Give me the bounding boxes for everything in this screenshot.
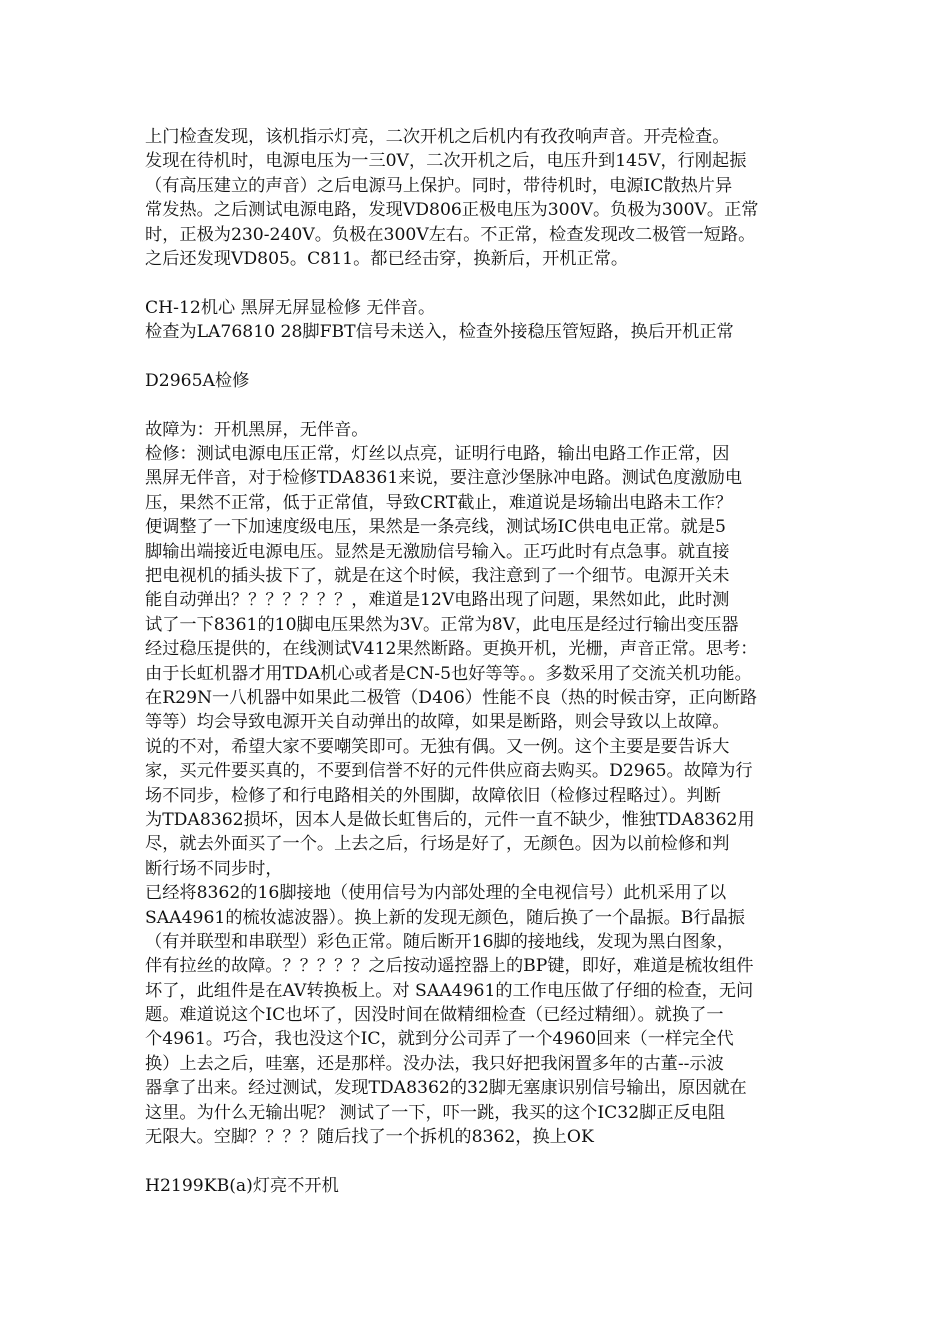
spacer [145, 1149, 835, 1173]
paragraph-line: 题。难道说这个IC也坏了，因没时间在做精细检查（已经过精细）。就换了一 [145, 1005, 724, 1026]
paragraph-line: SAA4961的梳妆滤波器）。换上新的发现无颜色，随后换了一个晶振。B行晶振 [145, 907, 745, 928]
paragraph-line: 黑屏无伴音，对于检修TDA8361来说，要注意沙堡脉冲电路。测试色度激励电 [145, 468, 743, 489]
paragraph-line: 为TDA8362损坏，因本人是做长虹售后的，元件一直不缺少，惟独TDA8362用 [145, 809, 755, 830]
paragraph-line: 已经将8362的16脚接地（使用信号为内部处理的全电视信号）此机采用了以 [145, 883, 727, 904]
paragraph-line: 压，果然不正常，低于正常值，导致CRT截止，难道说是场输出电路未工作？ [145, 492, 733, 513]
section-h2199kb-repair [145, 1174, 835, 1198]
paragraph-line: 能自动弹出？？？？？？？，难道是12V电路出现了问题，果然如此，此时测 [145, 590, 730, 611]
section-standby-power-repair [145, 125, 835, 271]
paragraph-line: 伴有拉丝的故障。？？？？？之后按动遥控器上的BP键，即好，难道是梳妆组件 [145, 956, 754, 977]
paragraph-line: 场不同步，检修了和行电路相关的外围脚，故障依旧（检修过程略过）。判断 [145, 785, 721, 806]
spacer [145, 345, 835, 369]
paragraph-line: 常发热。之后测试电源电路，发现VD806正极电压为300V。负极为300V。正常 [145, 200, 759, 221]
section-heading: CH-12机心 黑屏无屏显检修 无伴音。 [145, 297, 436, 318]
paragraph-line: 脚输出端接近电源电压。显然是无激励信号输入。正巧此时有点急事。就直接 [145, 541, 730, 562]
paragraph-line: 换）上去之后，哇塞，还是那样。没办法，我只好把我闲置多年的古董--示波 [145, 1053, 724, 1074]
paragraph-line: 便调整了一下加速度级电压，果然是一条亮线，测试场IC供电电正常。就是5 [145, 517, 726, 538]
section-heading: D2965A检修 [145, 370, 250, 391]
paragraph-line: 这里。为什么无输出呢？ 测试了一下，吓一跳，我买的这个IC32脚正反电阻 [145, 1102, 726, 1123]
paragraph-line: 在R29N一八机器中如果此二极管（D406）性能不良（热的时候击穿，正向断路 [145, 687, 758, 708]
paragraph-line: 检修：测试电源电压正常，灯丝以点亮，证明行电路，输出电路工作正常，因 [145, 444, 730, 465]
paragraph-line: 尽，就去外面买了一个。上去之后，行场是好了，无颜色。因为以前检修和判 [145, 834, 730, 855]
fault-description: 故障为：开机黑屏，无伴音。 [145, 419, 369, 440]
paragraph-line: （有高压建立的声音）之后电源马上保护。同时，带待机时，电源IC散热片异 [145, 175, 733, 196]
paragraph-line: 等等）均会导致电源开关自动弹出的故障，如果是断路，则会导致以上故障。 [145, 712, 730, 733]
paragraph-line: 之后还发现VD805。C811。都已经击穿，换新后，开机正常。 [145, 248, 629, 269]
paragraph-line: 由于长虹机器才用TDA机心或者是CN-5也好等等。。多数采用了交流关机功能。 [145, 663, 752, 684]
spacer [145, 271, 835, 295]
paragraph-line: 发现在待机时，电源电压为一三0V，二次开机之后，电压升到145V，行刚起振 [145, 151, 747, 172]
paragraph-line: 无限大。空脚？？？？随后找了一个拆机的8362，换上OK [145, 1127, 594, 1148]
section-ch12-repair [145, 296, 835, 345]
section-d2965a-repair [145, 369, 835, 1150]
document-body [145, 125, 835, 1198]
paragraph-line: 说的不对，希望大家不要嘲笑即可。无独有偶。又一例。这个主要是要告诉大 [145, 736, 730, 757]
section-heading: H2199KB(a)灯亮不开机 [145, 1175, 339, 1196]
paragraph-line: （有并联型和串联型）彩色正常。随后断开16脚的接地线，发现为黑白图象， [145, 931, 735, 952]
paragraph-line: 时，正极为230-240V。负极在300V左右。不正常，检查发现改二极管一短路。 [145, 224, 756, 245]
paragraph-line: 断行场不同步时， [145, 858, 283, 879]
paragraph-line: 器拿了出来。经过测试，发现TDA8362的32脚无塞康识别信号输出，原因就在 [145, 1078, 747, 1099]
paragraph-line: 试了一下8361的10脚电压果然为3V。正常为8V，此电压是经过行输出变压器 [145, 614, 739, 635]
paragraph-line: 经过稳压提供的，在线测试V412果然断路。更换开机，光栅，声音正常。思考： [145, 639, 758, 660]
spacer [145, 393, 835, 417]
paragraph-line: 坏了，此组件是在AV转换板上。对 SAA4961的工作电压做了仔细的检查，无问 [145, 980, 754, 1001]
paragraph-line: 检查为LA76810 28脚FBT信号未送入，检查外接稳压管短路，换后开机正常 [145, 322, 734, 343]
paragraph-line: 把电视机的插头拔下了，就是在这个时候，我注意到了一个细节。电源开关未 [145, 566, 730, 587]
paragraph-line: 个4961。巧合，我也没这个IC，就到分公司弄了一个4960回来（一样完全代 [145, 1029, 734, 1050]
paragraph-line: 家，买元件要买真的，不要到信誉不好的元件供应商去购买。D2965。故障为行 [145, 761, 753, 782]
paragraph-line: 上门检查发现，该机指示灯亮，二次开机之后机内有孜孜响声音。开壳检查。 [145, 127, 730, 147]
